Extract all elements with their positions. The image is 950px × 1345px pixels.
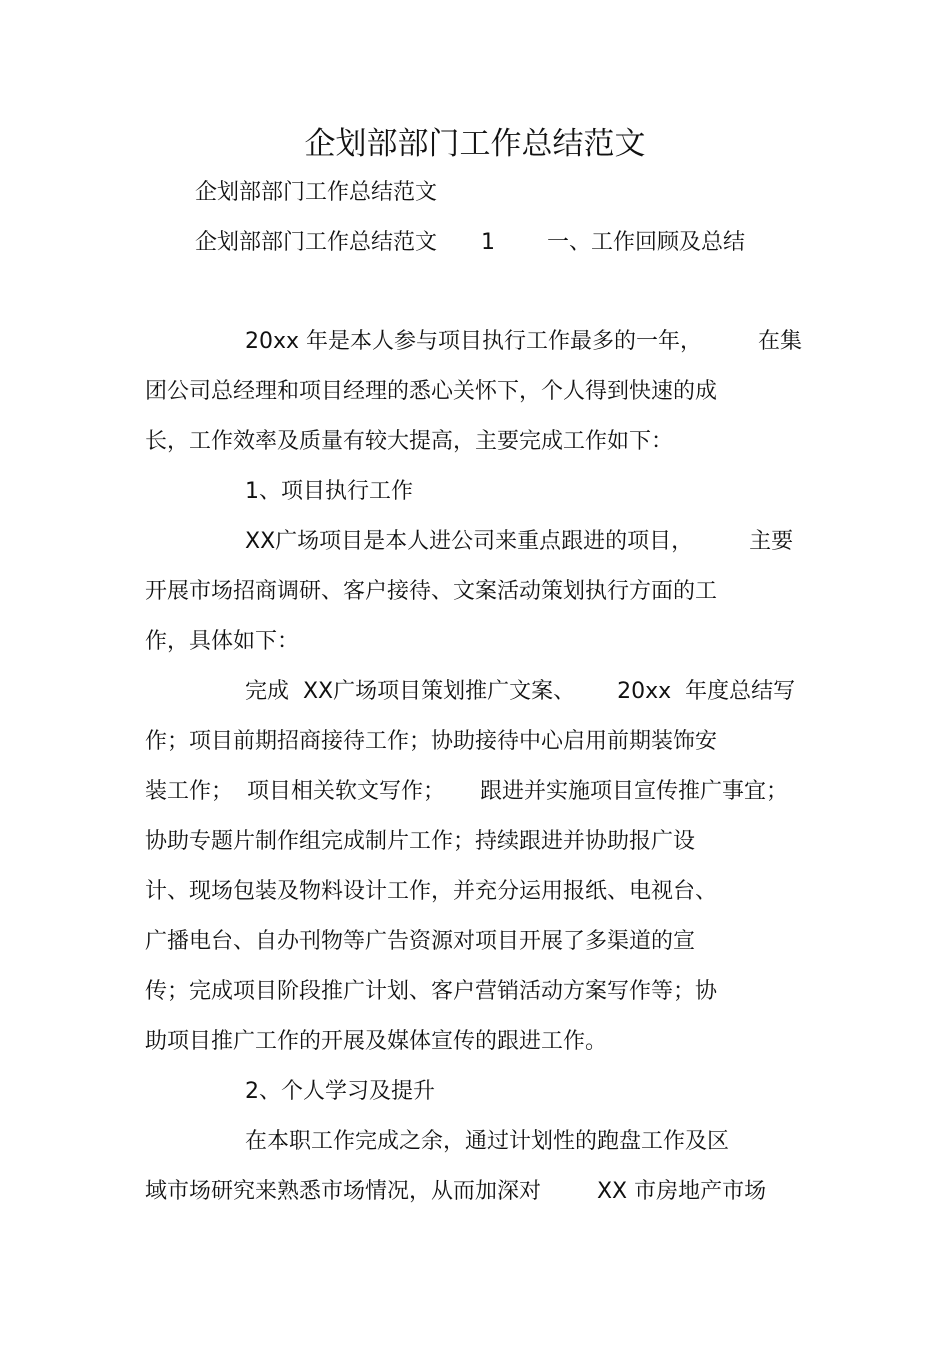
body-line: 广播电台、自办刊物等广告资源对项目开展了多渠道的宣 [145, 929, 696, 954]
body-line: 长，工作效率及质量有较大提高，主要完成工作如下： [145, 429, 674, 454]
body-line: 开展市场招商调研、客户接待、文案活动策划执行方面的工 [145, 579, 718, 604]
heading-section: 一、工作回顾及总结 [547, 230, 746, 255]
subtitle: 企划部部门工作总结范文 [195, 180, 438, 205]
heading-number: 1 [481, 230, 495, 255]
body-line: 助项目推广工作的开展及媒体宣传的跟进工作。 [145, 1029, 608, 1054]
document-title: 企划部部门工作总结范文 [304, 126, 646, 162]
body-line: 计、现场包装及物料设计工作，并充分运用报纸、电视台、 [145, 879, 718, 904]
body-line: 在本职工作完成之余，通过计划性的跑盘工作及区 [245, 1129, 730, 1154]
body-line: 传；完成项目阶段推广计划、客户营销活动方案写作等；协 [145, 979, 718, 1004]
body-line: 团公司总经理和项目经理的悉心关怀下，个人得到快速的成 [145, 379, 718, 404]
body-line: 域市场研究来熟悉市场情况，从而加深对 XX 市房地产市场 [145, 1179, 767, 1204]
body-line: 完成 XX广场项目策划推广文案、 20xx 年度总结写 [245, 679, 796, 704]
body-line: 作，具体如下： [145, 629, 300, 654]
body-line: 装工作； 项目相关软文写作； 跟进并实施项目宣传推广事宜； [145, 779, 788, 804]
body-line: 作；项目前期招商接待工作；协助接待中心启用前期装饰安 [145, 729, 718, 754]
body-line: 1、项目执行工作 [245, 479, 413, 504]
body-line: 2、个人学习及提升 [245, 1079, 435, 1104]
body-line: 20xx 年是本人参与项目执行工作最多的一年， 在集 [245, 329, 802, 354]
body-line: 协助专题片制作组完成制片工作；持续跟进并协助报广设 [145, 829, 696, 854]
heading-text: 企划部部门工作总结范文 [195, 230, 438, 255]
body-line: XX广场项目是本人进公司来重点跟进的项目， 主要 [245, 529, 794, 554]
